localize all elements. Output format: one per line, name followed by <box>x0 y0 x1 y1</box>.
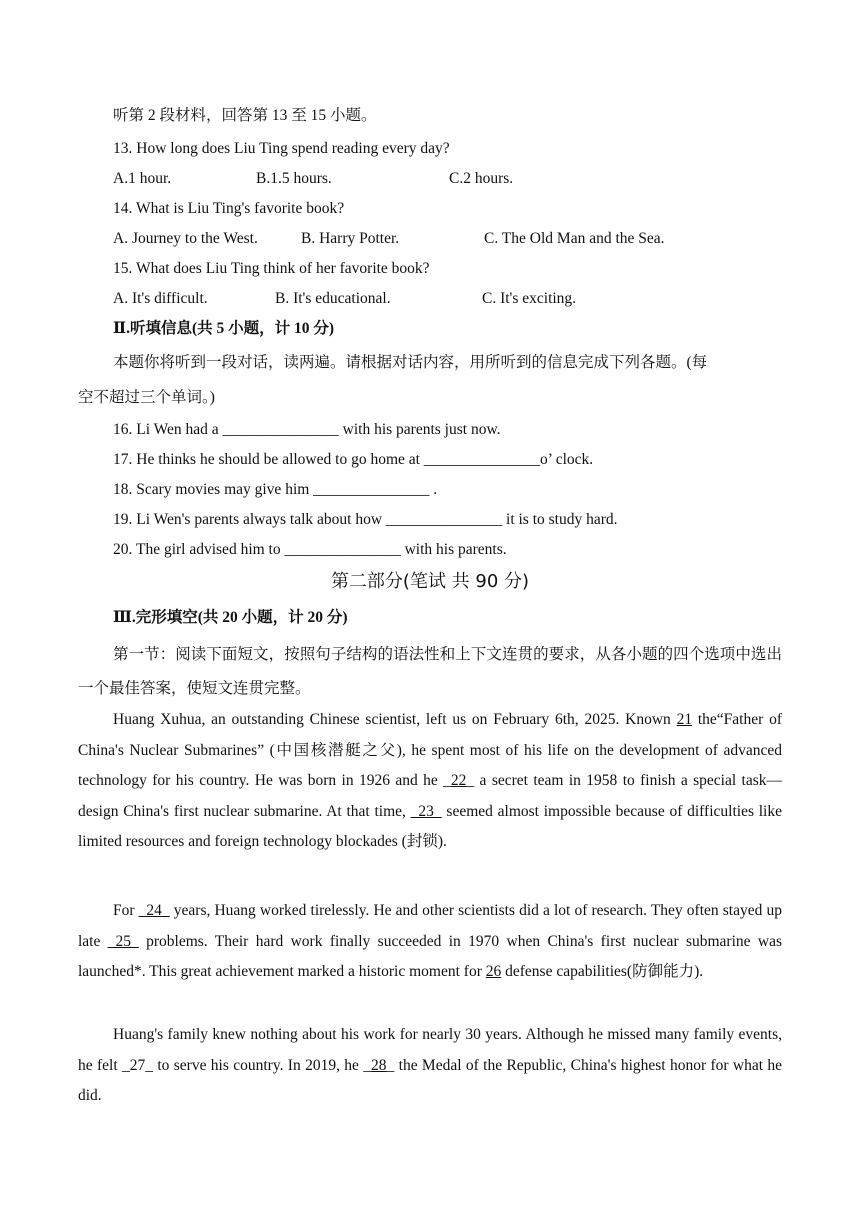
q14-option-b: B. Harry Potter. <box>301 230 400 247</box>
q14-option-a: A. Journey to the West. <box>113 230 258 247</box>
section3-heading: Ⅲ.完形填空(共 20 小题，计 20 分) <box>113 609 348 626</box>
p2-text-a: For <box>113 902 139 919</box>
part-two-title: 第二部分(笔试 共 90 分) <box>330 571 530 592</box>
q15-option-c: C. It's exciting. <box>482 290 577 307</box>
blank-22: 22 <box>450 772 467 789</box>
blank-25: _25_ <box>107 932 139 950</box>
p3-text-b: _ the Medal of the Republic, China's highest honor for what he did. <box>78 1056 783 1104</box>
fill-item-17: 17. He thinks he should be allowed to go home at _______________o’ clock. <box>113 451 594 468</box>
blank-24: _24_ <box>138 902 170 919</box>
p1-text-d: _ a secret team in 1958 to finish a special task— design China's first nuclear submarine. At that time, <box>78 772 782 820</box>
fill-item-20: 20. The girl advised him to _______________ with his parents. <box>113 541 507 558</box>
fill-item-16: 16. Li Wen had a _______________ with his parents just now. <box>113 421 501 438</box>
fill-item-18: 18. Scary movies may give him _______________ . <box>113 481 438 498</box>
question-15: 15. What does Liu Ting think of her favorite book? <box>113 260 430 277</box>
passage-paragraph-3 <box>78 1020 782 1112</box>
q13-option-b: B.1.5 hours. <box>256 170 332 187</box>
p2-text-d: defense capabilities(防御能力). <box>501 963 704 980</box>
section2-instruction-1: 本题你将听到一段对话，读两遍。请根据对话内容，用所听到的信息完成下列各题。(每 <box>113 354 708 371</box>
blank-21: 21 <box>676 711 693 728</box>
p1-text-a: Huang Xuhua, an outstanding Chinese scientist, left us on February 6th, 2025. Known <box>113 711 677 728</box>
q14-option-c: C. The Old Man and the Sea. <box>484 230 665 247</box>
fill-item-19: 19. Li Wen's parents always talk about how _______________ it is to study hard. <box>113 511 618 528</box>
p1-text-c: the“Father of China's Nuclear Submarines” (中国核潜艇之父), he spent most of his life on the development of advanced technology for his country. He was born in 1926 and he _ <box>78 711 782 789</box>
p2-text-b: years, Huang worked tirelessly. He and other scientists did a lot of research. They often stayed up late <box>78 902 782 950</box>
section2-instruction-2: 空不超过三个单词。) <box>78 389 215 406</box>
p1-text-e: seemed almost impossible because of difficulties like limited resources and foreign technology blockades (封锁). <box>78 802 782 850</box>
p2-text-c: problems. Their hard work finally succeeded in 1970 when China's first nuclear submarine was launched*. This great achievement marked a historic moment for <box>78 932 783 980</box>
passage-paragraph-1 <box>78 705 782 858</box>
section3-instruction: 第一节：阅读下面短文，按照句子结构的语法性和上下文连贯的要求，从各小题的四个选项中选出一个最佳答案，使短文连贯完整。 <box>78 646 782 697</box>
q15-option-b: B. It's educational. <box>275 290 391 307</box>
q13-option-c: C.2 hours. <box>449 170 514 187</box>
q15-option-a: A. It's difficult. <box>113 290 208 307</box>
blank-23: _23_ <box>410 802 442 820</box>
q13-option-a: A.1 hour. <box>113 170 172 187</box>
section2-heading: Ⅱ.听填信息(共 5 小题，计 10 分) <box>113 320 335 337</box>
p3-text-a: Huang's family knew nothing about his work for nearly 30 years. Although he missed many family events, he felt _27_ to serve his country. In 2019, he _ <box>78 1026 782 1074</box>
passage-paragraph-2 <box>78 896 782 988</box>
question-14: 14. What is Liu Ting's favorite book? <box>113 200 345 217</box>
blank-26: 26 <box>485 963 502 980</box>
question-13: 13. How long does Liu Ting spend reading every day? <box>113 140 450 157</box>
listening-intro: 听第 2 段材料，回答第 13 至 15 小题。 <box>113 107 377 124</box>
blank-28: 28 <box>371 1056 387 1074</box>
